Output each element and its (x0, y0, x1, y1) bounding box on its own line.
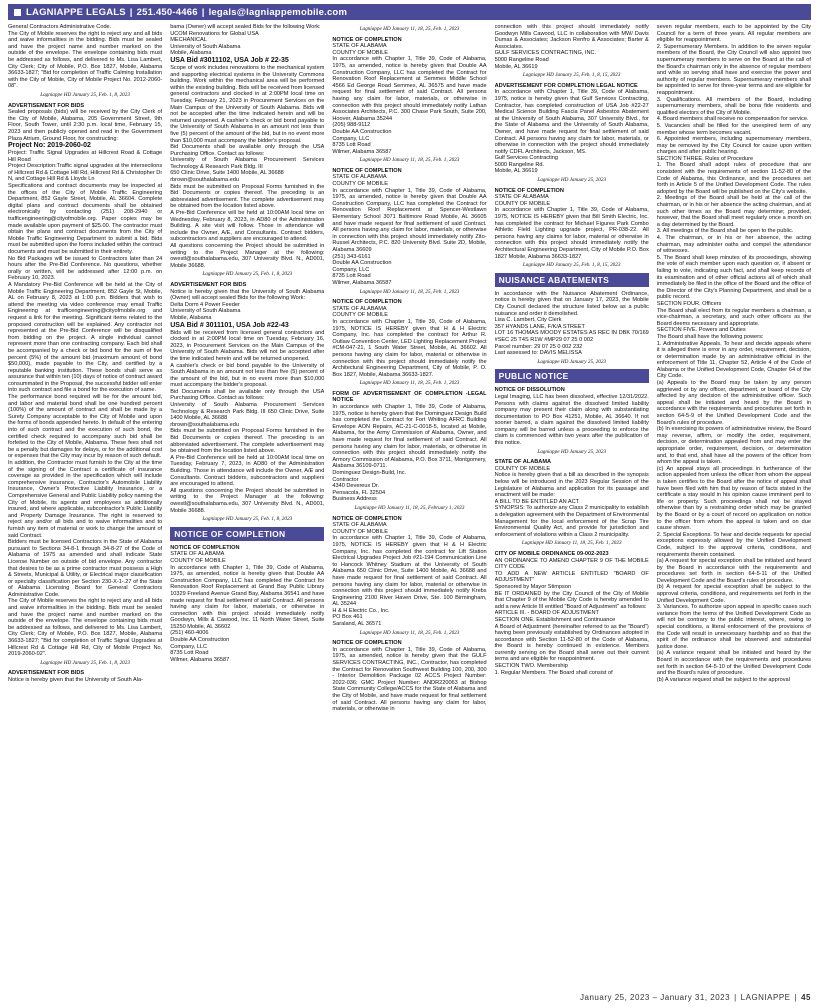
notice-title: STATE OF ALABAMA (494, 459, 552, 466)
notice-paragraph: Sponsored by Mayor Stimpson (494, 583, 572, 590)
section-banner: PUBLIC NOTICE (495, 369, 649, 383)
notice-paragraph: Company, LLC (332, 266, 370, 273)
legal-columns (8, 24, 811, 974)
publication-reference: Lagniappe HD January 25, 2023 (537, 448, 607, 455)
notice-paragraph: Pensacola, FL 32504 (332, 489, 386, 496)
notice-title: ADVERTISEMENT FOR BIDS (170, 281, 247, 288)
notice-paragraph: A Pre-Bid Conference will be held at 10:00AM local time on Wednesday, February 8, 2023, in AD80 of the Administration Building. A site visit will follow. Those in attendance will include the Owner, A/E, and Consultants. Contract bidders, subcontractors and suppliers are encouraged to attend. (170, 210, 325, 243)
notice-title: ADVERTISEMENT FOR COMPLETION LEGAL NOTICE (494, 82, 638, 89)
page-header: LAGNIAPPE LEGALS | 251.450-4466 | legals@lagniappemobile.com (8, 4, 811, 20)
notice-paragraph: COUNTY OF MOBILE (170, 557, 226, 564)
notice-paragraph: A cashier's check or bid bond payable to the University of South Alabama in an amount not less than five (5) percent of the amount of the bid, but in no event more than $10,000 must accompany the bidder's proposal. (170, 362, 325, 389)
notice-paragraph: SECTION FIVE. Powers and Duties (656, 327, 746, 334)
notice-paragraph: 5. Vacancies shall be filled for the unexpired term of any member whose term becomes vacant. (656, 122, 811, 136)
notice-paragraph: Delta Dorm 4 Power Feeder (170, 301, 240, 308)
notice-title: NOTICE OF COMPLETION (332, 640, 402, 647)
notice-paragraph: A Mandatory Pre-Bid Conference will be held at the City of Mobile Traffic Engineering Department, 852 Gayle St, Mobile, AL on February 8, 2023 at 1:00 p.m. Bidders that wish to attend the meeting via video conference may email Traffic Engineering at trafficengineering@cityofmobile.org and request a link for the meeting. Significant items related to the proposed construction will be explained. Any contractor not represented at the Pre-Bid Conference will be disqualified from bidding on the project. A single individual cannot represent more than one contracting company. Each bid shall be accompanied by a check or bid bond for the sum of five percent (5%) of the amount bid (maximum amount of bond $50,000), made payable to the City, and certified by a reputable banking institution. These bonds shall serve as assurance that within ten (10) days of notice of contract award consummated in the Proposal, the successful bidder will enter into such contract and file a bond for the execution of same. (8, 281, 163, 394)
notice-heading: USA Bid #3011102, USA Job # 22-35 (170, 56, 289, 64)
notice-paragraph: connection with this project should immediately notify Goodwyn Mills Cawood, LLC in collaboration with MW/ Davis Dumas & Associates; Jackson Renfro & Associates; Barter & Associates. (494, 24, 649, 50)
header-phone: 251.450-4466 (136, 6, 198, 18)
notice-paragraph: 8735 Lott Road (332, 142, 371, 149)
notice-paragraph: Contractor (332, 476, 359, 483)
section-banner: NOTICE OF COMPLETION (170, 527, 324, 541)
notice-paragraph: A Pre-Bid Conference will be held at 10:00AM local time on Tuesday, February 7, 2023, in AD80 of the Administration Building. Those in attendance will include the Owner, A/E and Consultants. Contract bidders, subcontractors and suppliers are encouraged to attend. (170, 454, 325, 488)
notice-paragraph: SECTION FOUR. Officers (656, 300, 722, 307)
notice-paragraph: COUNTY OF MOBILE (332, 312, 388, 319)
notice-paragraph: UCOM Renovations for Global USA (170, 30, 259, 37)
notice-title: ADVERTISEMENT FOR BIDS (8, 670, 85, 677)
notice-paragraph: SYNOPSIS: To authorize any Class 2 municipality to establish a delegation agreement with the Department of Environmental Management for the local enforcement of the Scrap Tire Environmental Quality Act, and provide for jurisdiction and enforcement of violations within a Class 2 municipality. (494, 505, 649, 538)
notice-paragraph: STATE OF ALABAMA (332, 174, 387, 181)
notice-heading: USA Bid # 3011101, USA Job #22-43 (170, 321, 289, 329)
notice-paragraph: Bids must be submitted on Proposal Forms furnished in the Bid Documents or copies thereof. The preceding is an abbreviated advertisement. The complete advertisement may be obtained from the location listed above. (170, 428, 325, 455)
notice-paragraph: 1. Regular Members. The Board shall consist of (494, 669, 613, 676)
notice-paragraph: Double AA Construction (332, 260, 392, 267)
notice-paragraph: Bids will be received from licensed general contractors and clocked in at 2:00PM local time on Tuesday, February 16, 2023, in Procurement Services on the Main Campus of the University of South Alabama. Bids will not be accepted after the time indicated herein and will be returned unopened. (170, 329, 325, 362)
publication-reference: Lagniappe HD January 25, Feb. 1, 8, 15, 2023 (522, 72, 621, 79)
notice-paragraph: 2. Special Exceptions. To hear and decide requests for special exceptions expressly allowed by the Unified Development Code, subject to the approval criteria, conditions, and requirements therein contained. (656, 531, 811, 558)
notice-paragraph: Company, LLC (170, 643, 208, 650)
notice-paragraph: (251) 343-6161 (332, 253, 371, 260)
notice-paragraph: Legal Imaging, LLC has been dissolved, effective 12/31/2022. Persons with claims against the dissolved limited liability company may present their claim along with substantiating documentation to PO Box 41251, Mobile, AL 36640. If not sooner barred, a claim against the dissolved limited liability company will be barred unless a proceeding to enforce the claim is commenced within two years after the publication of this notice. (494, 393, 649, 447)
notice-paragraph: The Board shall have the following powers: (656, 333, 764, 340)
notice-paragraph: SECTION ONE. Establishment and Continuance (494, 616, 616, 623)
notice-paragraph: Bid Documents shall be available only through the USA Purchasing Office. Contact as follows: (170, 388, 325, 402)
notice-paragraph: ARTICLE III. - BOARD OF ADJUSTMENT (494, 610, 599, 617)
column-5 (657, 24, 811, 974)
notice-paragraph: Last assessed to: DAVIS MELISSA (494, 350, 582, 357)
notice-paragraph: COUNTY OF MOBILE (494, 200, 551, 207)
publication-reference: Lagniappe HD January 25, 2023 (537, 177, 607, 184)
notice-paragraph: Mobile, AL 36619 (494, 168, 538, 175)
notice-paragraph: STATE OF ALABAMA (332, 305, 387, 312)
notice-paragraph: 5000 Rangeline Rd. (494, 161, 545, 168)
notice-paragraph: In addition, the Contractor must furnish to the City at the time of the signing of the Contract a certificate of insurance coverage as provided in the specification which will include comprehensive insurance, Contractor's Automobile Liability Insurance, Owner's Protective Liability Insurance, or a Comprehensive General and Public Liability policy naming the City of Mobile, its agents and employees as additionally insured, and where applicable, subcontractor's Public Liability and Property Damage Insurance. The right is reserved to reject any and/or all bids and to waive informalities and to furnish any item of material or work to change the amount of said Contract. (8, 460, 163, 539)
notice-paragraph: A BILL TO BE ENTITLED AN ACT (494, 498, 580, 505)
notice-paragraph: Sealed proposals (bids) will be received by the City Clerk of the City of Mobile, Alabama, 205 Government Street, 9th Floor, South Tower, until 2:30 p.m. local time, February 15, 2023 and then publicly opened and read in the Government Plaza Atrium, Ground Floor, for constructing: (8, 109, 163, 142)
publication-reference: Lagniappe HD January 11, 18, 25, Feb. 1, 2023 (359, 380, 460, 387)
notice-paragraph: Bidders must be licensed Contractors in the State of Alabama pursuant to Sections 34-8-1 through 34-8-27 of the Code of Alabama of 1975 as amended and shall indicate State License Number on outside of bid envelope. Any contractor that desires to be as a prime contractor must possess a High & Streets, Municipal & Utility, or Electrical major classification or specialty classification per Section 230-X-1-.27 of the State of Alabama Licensing Board for General Contractors Administrative Code. (8, 539, 163, 598)
notice-paragraph: rbrown@southalabama.edu (170, 421, 239, 428)
notice-paragraph: Lisa C. Lambert, City Clerk (494, 317, 562, 324)
notice-paragraph: 8735 Lott Road (332, 273, 371, 280)
notice-title: NOTICE OF COMPLETION (332, 515, 402, 522)
notice-title: NOTICE OF COMPLETION (332, 167, 402, 174)
notice-paragraph: Double AA Construction (170, 637, 230, 644)
column-4 (495, 24, 649, 974)
notice-paragraph: Dominguez Design-Build, Inc. (332, 470, 407, 476)
notice-paragraph: Project: Traffic Signal Upgrades at Hillcrest Road & Cottage Hill Road (8, 150, 163, 163)
notice-paragraph: 5. The Board shall keep minutes of its proceedings, showing the vote of each member upon each question or, if absent or failing to vote, indicating such fact, and shall keep records of its examination and of other official actions all of which shall immediately be filed in the office of the Board and the office of the Director of the City's Planning Department, and shall be a public record. (656, 254, 811, 301)
notice-paragraph: Notice is hereby given that the University of South Alabama (Owner) will accept sealed Bids for the following Work: (170, 288, 325, 302)
publication-reference: Lagniappe HD January 11, 18, 25, Feb. 1, 2023 (359, 26, 460, 32)
notice-paragraph: Parcel number: 29 07 25 0 002 232 (494, 343, 583, 350)
notice-paragraph: All questions concerning the Project should be submitted in writing to the Project Manager at the following: owestl@southalabama.edu, 307 University Blvd. N., AD001, Mobile 36688. (170, 243, 325, 269)
notice-title: NOTICE OF COMPLETION (170, 544, 240, 551)
notice-title: NOTICE OF COMPLETION (332, 36, 402, 43)
notice-paragraph: Project Description:Traffic signal upgrades at the intersections of Hillcrest Rd & Cottage Hill Rd, Hillcrest Rd & Christopher Dr N, and Cottage Hill Rd & Lloyds Ln (8, 163, 163, 183)
notice-paragraph: 5000 Rangeline Road (494, 56, 549, 63)
notice-paragraph: University of South Alabama Procurement Services Technology & Research Park Bldg. III (170, 157, 325, 170)
notice-paragraph: (251) 460-4006 (170, 630, 209, 637)
notice-paragraph: rbrown@southalabama.edu (170, 177, 239, 184)
notice-paragraph: STATE OF ALABAMA (332, 43, 387, 50)
column-2 (170, 24, 324, 974)
notice-paragraph: COUNTY OF MOBILE (332, 528, 388, 535)
notice-paragraph: (205) 988-9112 (332, 122, 371, 129)
notice-title: NOTICE OF COMPLETION (332, 299, 402, 306)
notice-paragraph: In accordance with Chapter 1, Title 39, Code of Alabama, 1975, as amended, notice is hereby given that the GULF SERVICES CONTRACTING, INC., Contractor, has completed the Contract for Renovation Southwest Building 100, 200, 300 - Interior Demolition Package 02 ACCS Project Number: 2022-036; GMC Project Number: ANDR220063 at Bishop State Community College/ACCS for the State of Alabama and the City of Mobile, and have made request for final settlement of said Contract. All persons having any claim for labor, materials, or otherwise in (332, 646, 487, 713)
notice-paragraph: In accordance with Chapter 1, Title 39, Code of Alabama, 1975, notice is hereby given that Gulf Services Contracting, Contractor, has completed construction of USA Job #22-27 Medical Science Building Fascia Panel Asbestos Abatement at the University of South Alabama, 307 University Blvd., for the State of Alabama and the University of South Alabama, Owner, and have made request for final settlement of said Contract. All persons having any claim for labor, materials, or otherwise in connection with the project should immediately notify CDFL Architects, Jackson, MS. (494, 89, 649, 155)
notice-paragraph: Wilmer, Alabama 36587 (332, 148, 392, 155)
header-square-icon (14, 9, 21, 16)
notice-paragraph: 1. The Board shall adopt rules of procedure that are consistent with the requirements of section 11-52-80 of the Code of Alabama, this Ordinance, and the procedures set forth in Article 5 of the Unified Development Code. The rules adopted by the Board will be published on the City's website. (656, 162, 811, 195)
notice-paragraph: (a) Appeals to the Board may be taken by any person aggrieved or by any officer, department, or board of the City affected by any decision of the administrative officer. Such appeal shall be initiated and heard by the Board in accordance with the requirements and procedures set forth in section 64-5-9 of the Unified Development Code and the Board's rules of procedure. (656, 380, 811, 426)
notice-paragraph: University of South Alabama (170, 43, 241, 50)
notice-paragraph: A Board of Adjustment (hereinafter referred to as the "Board") having been previously established by Ordinances adopted in accordance with Section 11-52-80 of the Code of Alabama, the Board is hereby continued in existence. Members currently serving on the Board shall serve out their current terms and are eligible for reappointment. (494, 623, 649, 663)
notice-paragraph: In accordance with Chapter 1, Title 39, Code of Alabama, 1975, as amended, notice is hereby given that Double AA Construction Company, LLC has completed the Contract for Renovation Roof Replacement at Semmes Middle School 4566 Ed George Road Semmes, AL 36575 and have made request for final settlement of said Contract. All persons having any claim for labor, materials, or otherwise in connection with this project should immediately notify Lathan Associates Architects, P.C. 300 Chase Park South, Suite 200, Hoover, Alabama 35244 (332, 56, 487, 122)
notice-paragraph: University of South Alabama Procurement Services Technology & Research Park Bldg. III 650 Clinic Drive, Suite 1400 Mobile, AL 36688 (170, 402, 325, 422)
notice-paragraph: PO Box 461 (332, 614, 363, 621)
notice-paragraph: University of South Alabama (170, 308, 241, 315)
notice-paragraph: TO ADD A NEW ARTICLE ENTITLED "BOARD OF ADJUSTMENT" (494, 570, 649, 584)
page-footer: January 25, 2023 – January 31, 2023 | LAGNIAPPE | 45 (580, 993, 811, 1002)
notice-paragraph: Mobile, Alabama (170, 314, 212, 321)
notice-paragraph: Scope of work includes renovations to the mechanical system and supporting electrical systems in the University Commons building. Work within the mechanical area will be performed within the existing building. Bids will be received from licensed general contractors and clocked in at 2:00PM local time on Tuesday, February 21, 2023 in Procurement Services on the Main Campus of the University of South Alabama. Bids will not be accepted after the time indicated herein and will be returned unopened. A cashier's check or bid bond payable to the University of South Alabama in an amount not less than five (5) percent of the amount of the bid, but in no event more than $10,000 must accompany the bidder's proposal. (170, 64, 325, 144)
notice-paragraph: Bids must be submitted on Proposal Forms furnished in the Bid Documents or copies thereof. The preceding is an abbreviated advertisement. The complete advertisement may be obtained from the location listed above. (170, 183, 325, 210)
notice-paragraph: GULF SERVICES CONTRACTING, INC. (494, 50, 597, 57)
notice-paragraph: 3. Qualifications. All members of the Board, including supernumerary members, shall be bona fide residents and qualified electors of the City of Mobile. (656, 96, 811, 116)
notice-paragraph: In accordance with Chapter 1, Title 39, Code of Alabama, 1975, NOTICE IS HEREBY given that H & H Electric Company, Inc. has completed the contract for Lift Station Electrical Upgrades Project Job #21-194 Communication Line to Hancock Whitney Stadium at the University of South Alabama 650 Clinic Drive, Suite 1400 Mobile, AL 36688 and have made request for final settlement of said Contract. All persons having any claim for labor, material or otherwise in connection with this project should immediately notify Krebs Engineering 2100 River Haven Drive, Ste. 100 Birmingham, AL 35244 (332, 535, 487, 608)
column-1 (8, 24, 162, 974)
notice-paragraph: All questions concerning the Project should be submitted in writing to the Project Manager at the following: owestl@southalabama.edu, 307 University Blvd. N., AD001, Mobile 36688. (170, 487, 325, 514)
notice-paragraph: Double AA Construction (332, 128, 392, 135)
notice-paragraph: 3. All meetings of the Board shall be open to the public. (656, 228, 794, 235)
notice-paragraph: Bid Documents shall be available only through the USA Purchasing Office. Contact as follows: (170, 144, 325, 157)
notice-paragraph: Notice is hereby given that the University of South Ala- (8, 677, 143, 683)
header-email[interactable]: legals@lagniappemobile.com (208, 6, 348, 18)
notice-paragraph: Mobile, Alabama (170, 50, 212, 57)
notice-paragraph: No Bid Packages will be issued to Contractors later than 24 hours after the Pre-Bid Conference. No questions, whether orally or written, will be addressed after 12:00 p.m. on February 10, 2023. (8, 255, 163, 282)
notice-paragraph: Wilmer, Alabama 36587 (170, 656, 230, 663)
section-banner: NUISANCE ABATEMENTS (495, 273, 649, 287)
notice-paragraph: The Board shall elect from its regular members a chairman, a vice-chairman, a secretary, and such other officers as the Board deems necessary and appropriate. (656, 307, 811, 327)
notice-paragraph: Company, LLC (332, 135, 370, 142)
notice-title: NOTICE OF COMPLETION (494, 187, 564, 194)
publication-reference: Lagniappe HD January 25, Feb. 1, 8, 2023 (202, 516, 293, 523)
notice-paragraph: Wilmer, Alabama 36587 (332, 279, 392, 286)
notice-paragraph: (b) A request for special exception shall be subject to the approval criteria, conditions, and requirements set forth in the Unified Development Code. (656, 584, 811, 604)
footer-publication: LAGNIAPPE (740, 993, 791, 1002)
notice-paragraph: SECTION TWO. Membership (494, 663, 568, 670)
column-3 (332, 24, 486, 974)
notice-title: CITY OF MOBILE ORDINANCE 09-002-2023 (494, 550, 609, 557)
notice-title: ADVERTISEMENT FOR BIDS (8, 102, 85, 109)
notice-paragraph: 2. Supernumerary Members. In addition to the seven regular members of the Board, the City Council will also appoint two supernumerary members to serve on the Board at the call of the Board's chairman only in the absence of regular members and while so serving shall have and exercise the power and authority of regular members. Supernumerary members shall be appointed to serve for three-year terms and are eligible for reappointment. (656, 43, 811, 96)
notice-paragraph: 2. Meetings of the Board shall be held at the call of the chairman, or in his or her absence the acting chairman, and at such other times as the Board may determine; provided, however, that the Board shall meet regularly once a month on a day determined by the Board. (656, 195, 811, 228)
notice-paragraph: BE IT ORDAINED by the City Council of the City of Mobile that Chapter 9 of the Mobile City Code is hereby amended to add a new Article III entitled "Board of Adjustment" as follows: (494, 590, 649, 610)
footer-dates: January 25, 2023 – January 31, 2023 (580, 993, 731, 1002)
publication-reference: Lagniappe HD January 11, 18, 25, Feb. 1, 2023 (359, 157, 460, 164)
notice-paragraph: Notice is hereby given that a bill as described in the synopsis below will be introduced in the 2023 Regular Session of the Legislature of Alabama and application for its passage and enactment will be made: (494, 472, 649, 499)
publication-reference: Lagniappe HD January 25, 2023 (537, 358, 607, 365)
notice-paragraph: AN ORDINANCE TO AMEND CHAPTER 9 OF THE MOBILE CITY CODE (494, 557, 649, 571)
notice-paragraph: (b) In exercising its powers of administrative review, the Board may reverse, affirm, or modify the order, requirement, decision, or determination appealed from and may enter the appropriate order, requirement, decision, or determination and, to that end, shall have all the powers of the officer from whom the appeal is taken. (656, 426, 811, 466)
notice-paragraph: Mobile, AL 36619 (494, 63, 538, 70)
publication-reference: Lagniappe HD January 25, Feb. 1, 8, 2023 (40, 659, 130, 666)
notice-paragraph: In accordance with Chapter 1, Title 39, Code of Alabama, 1975, NOTICE IS HEREBY given that H & H Electric Company, Inc. has completed the contract for Arthur R. Outlaw Convention Center, LED Lighting Replacement Project #CM-047-21, 1 South Water Street, Mobile, AL 36602. All persons having any claim for labor, material or otherwise in connection with this project should immediately notify the Architectural Engineering Department, City of Mobile, P. O. Box 1827, Mobile, Alabama 36633-1827. (332, 318, 487, 378)
notice-paragraph: The City of Mobile reserves the right to reject any and all bids and waive informalities in the bidding. Bids must be sealed and have the project name and number marked on the outside of the envelope. The envelope containing bids must be addressed as follows, and delivered to Ms. Lisa Lambert, City Clerk; City of Mobile, P.O. Box 1827, Mobile, Alabama 36633-1827; "Bid for completion of Traffic Calming Installation with the City of Mobile, City of Mobile Project No. 2012-2060-08". (8, 30, 163, 90)
notice-paragraph: 4340 Devereux Dr. (332, 483, 380, 490)
notice-paragraph: STATE OF ALABAMA (494, 194, 549, 201)
notice-title: FORM OF ADVERTISEMENT OF COMPLETION -LEGAL NOTICE (332, 390, 487, 404)
page-number: 45 (801, 993, 811, 1002)
header-section: LAGNIAPPE LEGALS (26, 6, 126, 18)
notice-paragraph: General Contractors Administrative Code. (8, 24, 112, 30)
notice-paragraph: STATE OF ALABAMA (332, 522, 387, 529)
notice-paragraph: LOT 16 THOMAS MOODY ESTATES AS REC IN DBK 70/169 #SEC 25 T4S R1W #MP29 07 25 0 002 (494, 330, 649, 343)
notice-title: NOTICE OF DISSOLUTION (494, 387, 565, 394)
notice-paragraph: (a) A request for special exception shall be initiated and heard by the Board in accordance with the requirements and procedures set forth in section 64-5-11 of the Unified Development Code and the Board's rules of procedure. (656, 558, 811, 584)
notice-paragraph: (a) A variance request shall be initiated and heard by the Board in accordance with the requirements and procedures set forth in section 64-5-10 of the Unified Development Code and the Board's rules of procedure. (656, 650, 811, 677)
notice-paragraph: COUNTY OF MOBILE (332, 181, 388, 188)
notice-paragraph: 8735 Lott Road (170, 650, 209, 657)
publication-reference: Lagniappe HD January 25, Feb. 1, 8, 2023 (202, 271, 293, 278)
notice-paragraph: 1. Administrative Appeals. To hear and decide appeals where it is alleged there is error in any order, requirement, decision, or determination made by an administrative official in the enforcement of Title 11, Chapter 52, Article 4 of the Code of Alabama or the Unified Development Code, Chapter 64 of the City Code. (656, 340, 811, 380)
notice-paragraph: 650 Clinic Drive, Suite 1400 Mobile, AL 36688 (170, 170, 284, 177)
notice-paragraph: In accordance with the Nuisance Abatement Ordinance, notice is hereby given that on January 17, 2023, the Mobile City Council declared the structure listed below as a public nuisance and order it demolished. (494, 290, 649, 317)
publication-reference: Lagniappe HD January 11, 18, 25, Feb. 1, 2023 (521, 540, 622, 547)
notice-paragraph: Saraland, AL 36571 (332, 621, 382, 628)
notice-paragraph: STATE OF ALABAMA (170, 551, 225, 558)
notice-heading: Project No: 2019-2060-02 (8, 142, 91, 150)
notice-paragraph: COUNTY OF MOBILE (494, 465, 551, 472)
notice-paragraph: seven regular members, each to be appointed by the City Council for a term of three years. All regular members are eligible for reappointment. (656, 24, 811, 44)
notice-paragraph: COUNTY OF MOBILE (332, 49, 388, 56)
notice-paragraph: In accordance with Chapter 1, Title 39, Code of Alabama, 1975, NOTICE IS HEREBY given that Bill Smith Electric, Inc. has completed the contract for Michael Figures Park Combo Athletic Field Lighting upgrade project, PR-038-22. All persons having any claims for labor, material or otherwise in connection with this project should immediately notify the Architectural Engineering Department, City of Mobile P.O. Box 1827 Mobile, Alabama 36633-1827 (494, 207, 649, 260)
notice-paragraph: Specifications and contract documents may be inspected at the offices of the City of Mobile Traffic Engineering Department, 852 Gayle Street, Mobile, AL 36604. Complete digital plans and contract documents shall be obtained electronically by contacting (251) 208-2940 or trafficengineering@cityofmobile.org. Paper copies may be made available upon payment of $25.00. The contractor must obtain the plans and contract documents from the City of Mobile Traffic Engineering Department to submit a bid. Bids must be submitted upon the forms included within the contract documents and must be submitted in their entirety. (8, 183, 163, 255)
notice-paragraph: Business Address (332, 496, 377, 503)
publication-reference: Lagniappe HD January 11, 18, 25, Feb. 1, 2023 (359, 288, 460, 295)
notice-paragraph: In accordance with Chapter 1, Title 39, Code of Alabama, 1975, notice is hereby given that the Dominguez Design Build has completed the Contract for Fort Whiting AFRC Building Envelope AON Repairs, AC-21-C-0018-5, located at Mobile, Alabama, for the Army Commission of Alabama, Owner, and have made request for final settlement of said Contract. All persons having any claim for labor, materials, or otherwise in connection with this project should immediately notify the Armory Commission of Alabama, P.O. Box 3711, Montgomery, Alabama 36109-0711. (332, 404, 487, 470)
notice-paragraph: 357 HYANDS LANE, F/K/A STREET (494, 323, 585, 330)
publication-reference: Lagniappe HD January 11, 18, 25, Feb. 1, 2023 (359, 629, 460, 636)
notice-paragraph: The performance bond required will be for the amount bid, and labor and material bond shall be one hundred percent (100%) of the amount of contract and shall be made by a Surety Company acceptable to the City of Mobile and upon the forms of bonds appended hereto. In default of the entering into of such contract and the execution of such bond, the certified check required to accompany such bid shall be forfeited to the City of Mobile, Alabama. These fees shall not be a penalty but damages for delays, or for the additional cost or expenses that the City may incur by reason of such default. (8, 394, 163, 460)
notice-paragraph: (b) A variance request shall be subject to the approval (656, 676, 790, 683)
publication-reference: Lagniappe HD January 25, Feb. 1, 8, 15, 2023 (522, 262, 621, 269)
notice-paragraph: 4. The chairman, or in his or her absence, the acting chairman, may administer oaths and compel the attendance of witnesses. (656, 235, 811, 255)
notice-paragraph: 3. Variances. To authorize upon appeal in specific cases such variance from the terms of the Unified Development Code as will not be contrary to the public interest, where, owing to special conditions, a literal enforcement of the provisions of the Code will result in unnecessary hardship and so that the spirit of the ordinance shall be observed and substantial justice done. (656, 604, 811, 650)
notice-paragraph: bama (Owner) will accept sealed Bids for the following Work: (170, 24, 321, 30)
notice-paragraph: In accordance with Chapter 1, Title 39, Code of Alabama, 1975, as amended, notice is hereby given that Double AA Construction Company, LLC has completed the Contract for Renovation Roof Replacement at Grand Bay Public Library 10329 Freeland Avenue Grand Bay, Alabama 36541 and have made request for final settlement of said Contract. All persons having any claim for labor, materials, or otherwise in connection with this project should immediately notify Goodwyn, Mills & Cawood, Inc. 11 North Water Street, Suite 15250 Mobile, AL 36602 (170, 564, 325, 630)
notice-paragraph: MECHANICAL (170, 37, 207, 44)
publication-reference: Lagniappe HD January 25, Feb. 1, 8, 2023 (40, 91, 130, 98)
notice-paragraph: Gulf Services Contracting (494, 155, 559, 162)
notice-paragraph: The City of Mobile reserves the right to reject any and all bids and waive informalities in the bidding. Bids must be sealed and have the project name and number marked on the outside of the envelope. The envelope containing bids must be addressed as follows, and delivered to Ms. Lisa Lambert, City Clerk; City of Mobile, P.O. Box 1827, Mobile, Alabama 36633-1827; "Bid for completion of Traffic Signal Upgrades at Hillcrest Rd & Cottage Hill Rd, City of Mobile Project No. 2019-2060-02". (8, 598, 163, 658)
notice-paragraph: SECTION THREE. Rules of Procedure (656, 155, 754, 162)
notice-paragraph: (c) An appeal stays all proceedings in furtherance of the action appealed from unless the officer from whom the appeal is taken certifies to the Board after the notice of appeal shall have been filed with him that by reason of facts stated in the certificate a stay would in his opinion cause imminent peril to life or property. Such proceedings shall not be stayed otherwise than by a restraining order which may be granted by the Board or by a court of record on application on notice to the officer from whom the appeal is taken and on due cause shown. (656, 465, 811, 532)
notice-paragraph: In accordance with Chapter 1, Title 39, Code of Alabama, 1975, as amended, notice is hereby given that Double AA Construction Company, LLC has completed the Contract for Renovation Roof Replacement at Spencer-Westlawn Elementary School 3071 Baltimore Road Mobile, AL 36605 and have made request for final settlement of said Contract. All persons having any claim for labor, materials, or otherwise in connection with this project should immediately notify Zito-Russel Architects, P.C. 820 University Blvd. Suite 2D, Mobile, Alabama 36609 (332, 187, 487, 253)
publication-reference: Lagniappe HD January 11, 18, 25, February 1, 2023 (354, 504, 465, 511)
notice-paragraph: 6. Appointed members, including supernumerary members, may be removed by the City Council for cause upon written charges and after public hearing. (656, 136, 811, 156)
notice-paragraph: H & H Electric Co., Inc. (332, 607, 390, 614)
notice-paragraph: 4. Board members shall receive no compensation for service. (656, 116, 809, 123)
